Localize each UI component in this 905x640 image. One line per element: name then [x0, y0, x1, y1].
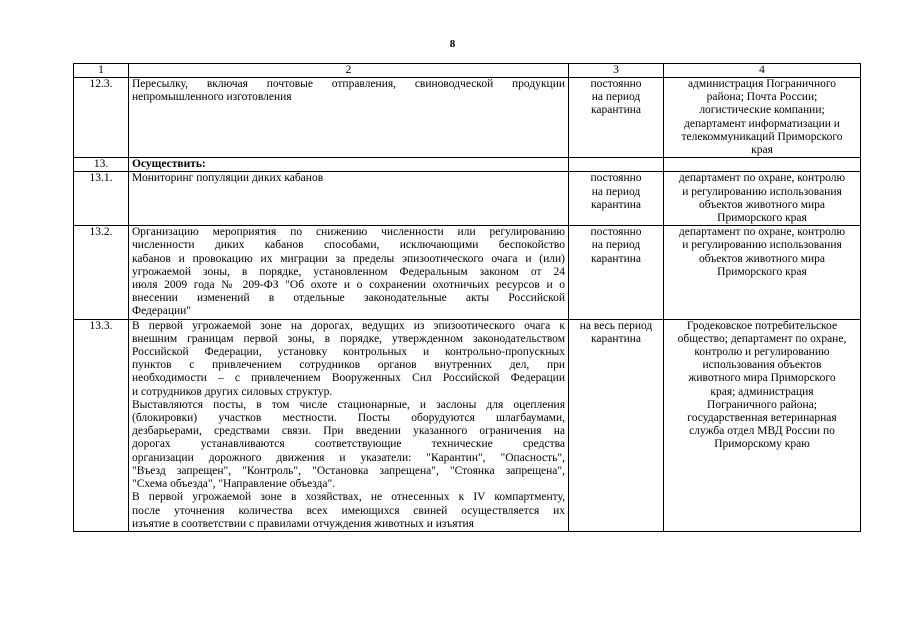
responsible-line: Приморского края — [717, 212, 807, 225]
table-row — [74, 226, 861, 319]
description-line: численности диких кабанов способами, исключающими беспокойство — [132, 239, 565, 252]
term-line: постоянно — [590, 226, 642, 239]
description-line: внесении изменений в отдельные законодательные акты Российской — [132, 292, 565, 305]
description-line: Выставляются посты, в том числе стационарные, и заслоны для оцепления — [132, 398, 565, 411]
description-line: В первой угрожаемой зоне в хозяйствах, не отнесенных к IV компартменту, — [132, 491, 565, 504]
description-line: непромышленного изготовления — [132, 91, 292, 104]
term-line: на период — [591, 91, 641, 104]
column-header: 3 — [569, 64, 664, 78]
responsible-party — [664, 158, 861, 172]
description-line: угрожаемой зоны, в порядке, установленном Федеральным законом от 24 — [132, 265, 565, 278]
term-line: постоянно — [590, 78, 642, 90]
term-line: карантина — [591, 332, 641, 345]
table-row — [74, 78, 861, 158]
measure-description — [129, 78, 569, 158]
item-number: 13.3. — [74, 319, 129, 531]
description-line: пунктов с привлечением сотрудников органов внутренних дел, при — [132, 359, 565, 372]
description-line: организации дорожного движения и указатели: "Карантин", "Опасность", — [132, 451, 565, 464]
description-line: и сотрудников других силовых структур. — [132, 385, 333, 398]
responsible-line: Приморского края — [717, 265, 807, 278]
description-line: дорогах устанавливаются соответствующие технические средства — [132, 438, 565, 451]
responsible-party — [664, 226, 861, 319]
item-number: 13. — [74, 158, 129, 172]
description-line: В первой угрожаемой зоне на дорогах, ведущих из эпизоотического очага к — [132, 319, 565, 332]
responsible-line: использования объектов — [702, 359, 822, 372]
execution-term — [569, 172, 664, 226]
description-line: Российской Федерации, установку контрольных и контрольно-пропускных — [132, 346, 565, 359]
term-line: на период — [591, 239, 641, 252]
description-line: июля 2009 года № 209-ФЗ "Об охоте и о сохранении охотничьих ресурсов и о — [132, 279, 565, 292]
measure-description — [129, 172, 569, 226]
description-line: "Въезд запрещен", "Контроль", "Остановка запрещена", "Стоянка запрещена", — [132, 464, 565, 477]
responsible-line: общество; департамент по охране, — [677, 332, 847, 345]
responsible-line: и регулированию использования — [682, 239, 842, 252]
responsible-line: животного мира Приморского — [688, 372, 836, 385]
column-header: 1 — [74, 64, 129, 78]
term-line: карантина — [591, 252, 641, 265]
description-line: изъятие в соответствии с правилами отчуждения животных и изъятия — [132, 517, 474, 530]
measure-description — [129, 226, 569, 319]
execution-term — [569, 158, 664, 172]
description-line: (блокировки) участков местности. Посты оборудуются шлагбаумами, — [132, 412, 565, 425]
responsible-line: департамент по охране, контролю — [678, 172, 846, 185]
responsible-line: телекоммуникаций Приморского — [681, 130, 843, 143]
responsible-line: и регулированию использования — [682, 185, 842, 198]
execution-term — [569, 78, 664, 158]
measure-description — [129, 319, 569, 531]
measure-description — [129, 158, 569, 172]
execution-term — [569, 319, 664, 531]
responsible-line: служба отдел МВД России по — [689, 425, 835, 438]
responsible-line: логистические компании; — [699, 104, 825, 117]
responsible-party — [664, 319, 861, 531]
responsible-party — [664, 78, 861, 158]
responsible-line: департамент по охране, контролю — [678, 226, 846, 239]
responsible-line: государственная ветеринарная — [687, 412, 837, 425]
responsible-line: края — [751, 144, 773, 157]
responsible-line: края; администрация — [710, 385, 814, 398]
responsible-line: контролю и регулированию — [694, 346, 830, 359]
description-line: дезбарьерами, средствами связи. При введении указанного ограничения на — [132, 425, 565, 438]
execution-term — [569, 226, 664, 319]
description-line: Федерации" — [132, 305, 192, 318]
responsible-line: района; Почта России; — [706, 91, 818, 104]
responsible-line: администрация Пограничного — [687, 78, 837, 90]
description-line: Осуществить: — [132, 158, 206, 171]
description-line: Мониторинг популяции диких кабанов — [132, 172, 324, 185]
term-line: на период — [591, 185, 641, 198]
column-header: 2 — [129, 64, 569, 78]
description-line: Пересылку, включая почтовые отправления, свиноводческой продукции — [132, 78, 565, 90]
term-line: постоянно — [590, 172, 642, 185]
description-line: Организацию мероприятия по снижению численности или регулированию — [132, 226, 565, 239]
description-line: "Схема объезда", "Направление объезда". — [132, 478, 336, 491]
term-line: карантина — [591, 104, 641, 117]
responsible-line: Пограничного района; — [707, 398, 817, 411]
description-line: необходимости – с привлечением Вооруженных Сил Российской Федерации — [132, 372, 565, 385]
responsible-line: объектов животного мира — [698, 198, 826, 211]
table-header-row — [74, 64, 861, 78]
item-number: 13.2. — [74, 226, 129, 319]
responsible-line: Приморскому краю — [714, 438, 810, 451]
item-number: 12.3. — [74, 78, 129, 158]
measures-table — [73, 63, 861, 532]
responsible-line: Гродековское потребительское — [686, 319, 838, 332]
table-row — [74, 158, 861, 172]
description-line: кабанов и провокацию их миграции за пределы эпизоотического очага и (или) — [132, 252, 565, 265]
table-row — [74, 172, 861, 226]
term-line: карантина — [591, 198, 641, 211]
term-line: на весь период — [579, 319, 653, 332]
responsible-line: департамент информатизации и — [684, 117, 840, 130]
description-line: внешним границам первой зоны, в порядке, утвержденном законодательством — [132, 332, 565, 345]
description-line: после уточнения количества всех имеющихся свиней осуществляется их — [132, 504, 565, 517]
responsible-party — [664, 172, 861, 226]
page-number: 8 — [449, 38, 456, 50]
table-row — [74, 319, 861, 531]
item-number: 13.1. — [74, 172, 129, 226]
responsible-line: объектов животного мира — [698, 252, 826, 265]
column-header: 4 — [664, 64, 861, 78]
